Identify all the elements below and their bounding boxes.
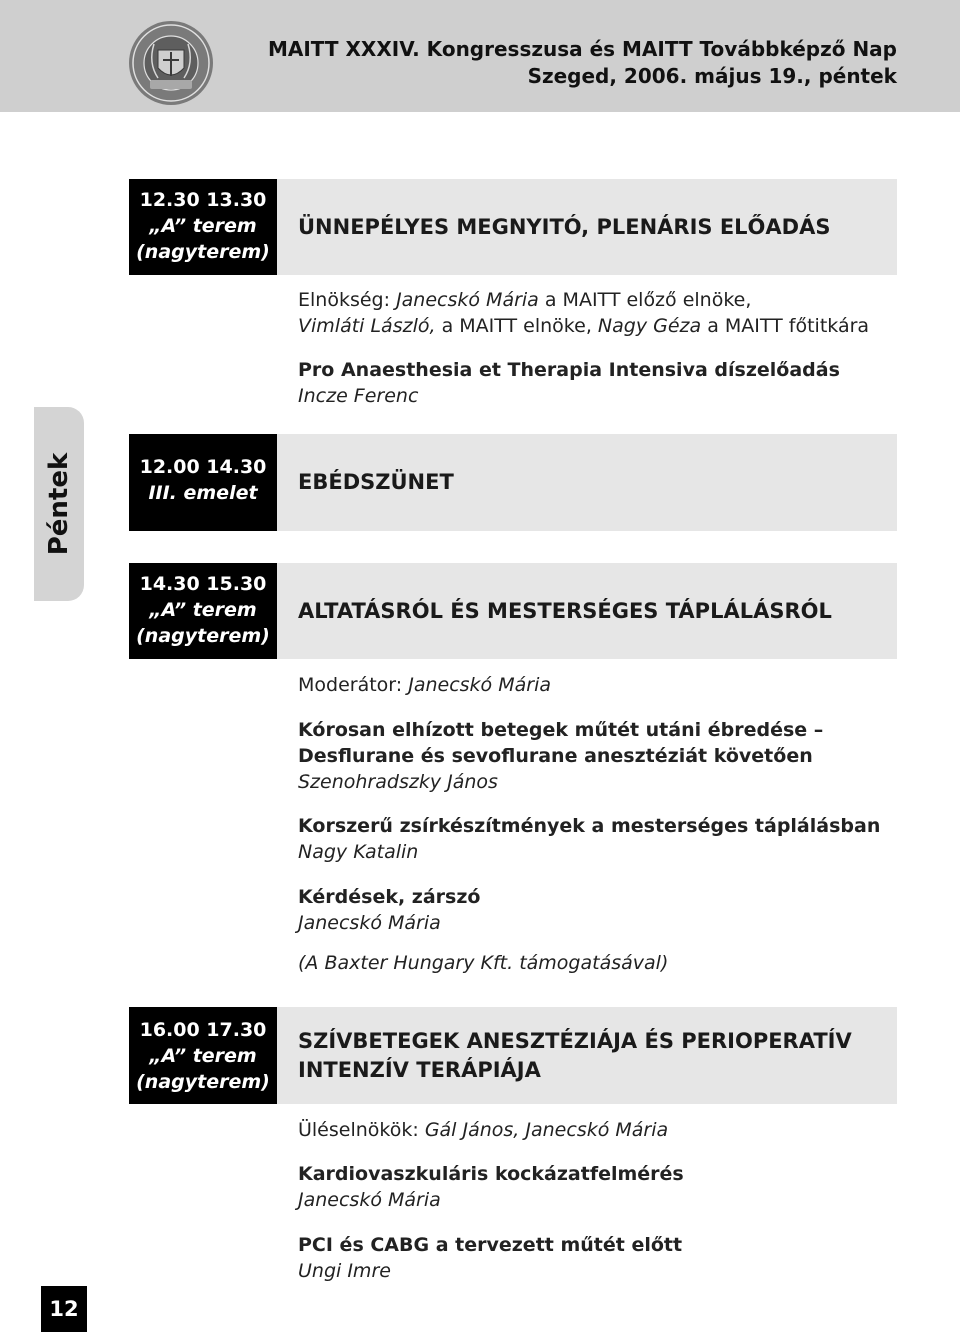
session-title-box — [277, 179, 897, 275]
talk-title: PCI és CABG a tervezett műtét előtt — [298, 1234, 683, 1256]
talk-speaker: Nagy Katalin — [298, 841, 419, 863]
talk-title-cont: Desflurane és sevoflurane anesztéziát követően — [298, 745, 813, 767]
congress-date-location: Szeged, 2006. május 19., péntek — [527, 64, 897, 88]
session-time: 14.30 15.30 — [139, 573, 267, 595]
talk-speaker: Szenohradszky János — [298, 771, 498, 793]
session-title: ÜNNEPÉLYES MEGNYITÓ, PLENÁRIS ELŐADÁS — [298, 214, 831, 239]
session-room-sub: (nagyterem) — [136, 625, 270, 647]
talk-title: Kardiovaszkuláris kockázatfelmérés — [298, 1163, 684, 1185]
moderator-line — [298, 672, 551, 698]
session-room: „A” terem — [149, 1045, 257, 1067]
society-seal-logo — [128, 20, 214, 106]
talk-speaker: Janecskó Mária — [298, 912, 441, 934]
presidium-role: a MAITT elnöke, — [441, 315, 592, 337]
session-time: 12.30 13.30 — [139, 189, 267, 211]
session-time-box — [129, 434, 277, 531]
session-time-box — [129, 179, 277, 275]
session-room-sub: (nagyterem) — [136, 1071, 270, 1093]
day-tab — [34, 407, 84, 601]
session-room: „A” terem — [149, 599, 257, 621]
session-title-cont: INTENZÍV TERÁPIÁJA — [298, 1057, 541, 1082]
presidium-line-1 — [298, 287, 751, 313]
moderator-label: Moderátor: — [298, 674, 403, 696]
presidium-name: Janecskó Mária — [396, 289, 539, 311]
talk-title: Kérdések, zárszó — [298, 886, 481, 908]
presidium-line-2 — [298, 313, 869, 339]
session-title-box — [277, 563, 897, 659]
chairs-names: Gál János, Janecskó Mária — [424, 1119, 669, 1141]
session-title: ALTATÁSRÓL ÉS MESTERSÉGES TÁPLÁLÁSRÓL — [298, 598, 832, 623]
session-title: EBÉDSZÜNET — [298, 470, 454, 494]
talk-title: Korszerű zsírkészítmények a mesterséges táplálásban — [298, 815, 881, 837]
moderator-name: Janecskó Mária — [408, 674, 551, 696]
session-time-box — [129, 1007, 277, 1104]
session-title-box — [277, 434, 897, 531]
lecture-title: Pro Anaesthesia et Therapia Intensiva díszelőadás — [298, 359, 840, 381]
session-time: 16.00 17.30 — [139, 1019, 267, 1041]
lecture-speaker: Incze Ferenc — [298, 385, 419, 407]
presidium-role: a MAITT előző elnöke, — [544, 289, 752, 311]
session-room: III. emelet — [148, 482, 258, 504]
presidium-role: a MAITT főtitkára — [707, 315, 870, 337]
session-room: „A” terem — [149, 215, 257, 237]
page-header — [0, 0, 960, 112]
day-tab-label: Péntek — [44, 452, 74, 556]
chairs-label: Üléselnökök: — [298, 1119, 419, 1141]
congress-name: MAITT XXXIV. Kongresszusa és MAITT Továbbképző Nap — [267, 37, 897, 61]
sponsor-note: (A Baxter Hungary Kft. támogatásával) — [298, 952, 669, 974]
page-number: 12 — [41, 1286, 87, 1332]
presidium-label: Elnökség: — [298, 289, 391, 311]
session-title: SZÍVBETEGEK ANESZTÉZIÁJA ÉS PERIOPERATÍV — [298, 1028, 852, 1053]
chairs-line — [298, 1117, 668, 1143]
session-title-box — [277, 1007, 897, 1104]
talk-title: Kórosan elhízott betegek műtét utáni ébredése – — [298, 719, 824, 741]
talk-speaker: Janecskó Mária — [298, 1189, 441, 1211]
congress-title — [268, 36, 897, 90]
talk-speaker: Ungi Imre — [298, 1260, 391, 1282]
presidium-name: Nagy Géza — [597, 315, 702, 337]
presidium-name: Vimláti László, — [298, 315, 436, 337]
session-room-sub: (nagyterem) — [136, 241, 270, 263]
session-time: 12.00 14.30 — [139, 456, 267, 478]
session-time-box — [129, 563, 277, 659]
